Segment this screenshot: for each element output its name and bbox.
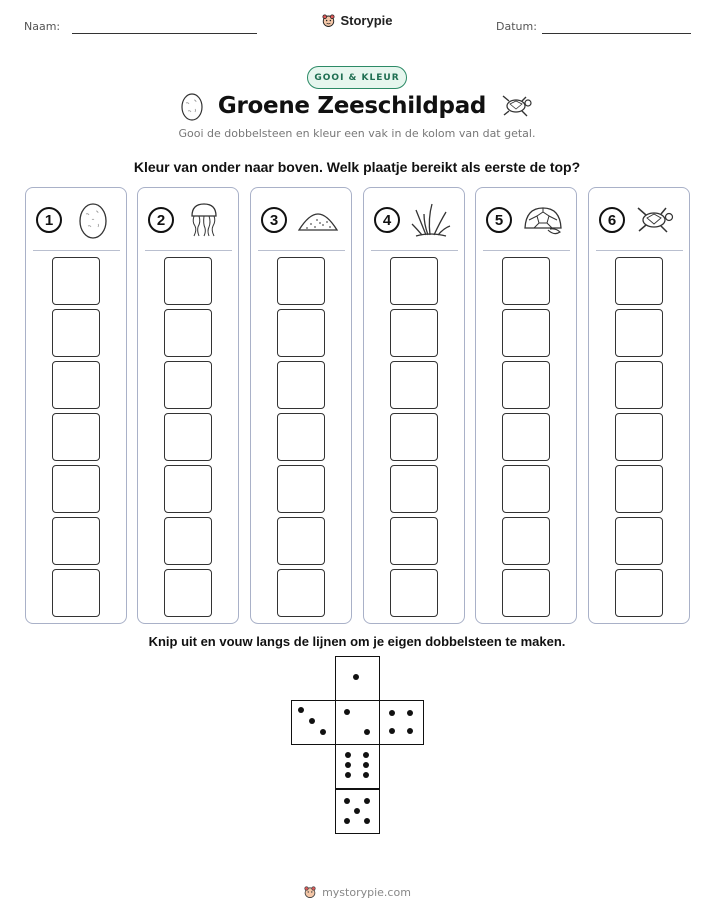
die-pip [363, 772, 369, 778]
name-line [72, 33, 257, 34]
die-pip [407, 728, 413, 734]
die-face-2 [335, 700, 380, 745]
color-box[interactable] [164, 257, 212, 305]
footer [0, 885, 714, 899]
sand-pile-icon [295, 200, 341, 240]
color-box[interactable] [502, 517, 550, 565]
column-6 [588, 187, 690, 624]
die-pip [345, 752, 351, 758]
color-box[interactable] [277, 309, 325, 357]
color-box[interactable] [390, 517, 438, 565]
color-box[interactable] [277, 569, 325, 617]
die-pip [363, 762, 369, 768]
die-pip [354, 808, 360, 814]
die-pip [344, 709, 350, 715]
color-box[interactable] [502, 569, 550, 617]
color-box[interactable] [502, 257, 550, 305]
color-box[interactable] [52, 413, 100, 461]
color-box[interactable] [615, 517, 663, 565]
color-box[interactable] [277, 413, 325, 461]
die-pip [364, 798, 370, 804]
column-number: 4 [374, 207, 400, 233]
color-box[interactable] [390, 257, 438, 305]
die-pip [309, 718, 315, 724]
color-box[interactable] [502, 465, 550, 513]
egg-icon [70, 200, 116, 240]
color-box[interactable] [164, 413, 212, 461]
die-pip [320, 729, 326, 735]
die-pip [345, 762, 351, 768]
color-box[interactable] [615, 309, 663, 357]
sea-turtle-icon [500, 93, 534, 119]
activity-tag: GOOI & KLEUR [307, 66, 407, 89]
column-divider [596, 250, 683, 251]
sea-turtle-icon [633, 200, 679, 240]
egg-icon [180, 91, 204, 121]
die-pip [345, 772, 351, 778]
date-label: Datum: [496, 20, 537, 33]
title-row [0, 91, 714, 121]
brand [0, 13, 714, 28]
die-pip [364, 818, 370, 824]
color-box[interactable] [615, 569, 663, 617]
column-5 [475, 187, 577, 624]
die-face-4 [379, 700, 424, 745]
name-label: Naam: [24, 20, 61, 33]
column-divider [33, 250, 120, 251]
die-pip [389, 728, 395, 734]
footer-url[interactable]: mystorypie.com [322, 885, 411, 899]
color-box[interactable] [390, 413, 438, 461]
column-number: 3 [261, 207, 287, 233]
die-face-1 [335, 656, 380, 701]
color-box[interactable] [277, 361, 325, 409]
color-box[interactable] [390, 465, 438, 513]
question: Kleur van onder naar boven. Welk plaatje bereikt als eerste de top? [133, 159, 581, 175]
column-1 [25, 187, 127, 624]
color-box[interactable] [52, 257, 100, 305]
column-number: 6 [599, 207, 625, 233]
column-number: 1 [36, 207, 62, 233]
page-title: Groene Zeeschildpad [217, 93, 487, 119]
die-pip [407, 710, 413, 716]
column-number: 5 [486, 207, 512, 233]
color-box[interactable] [52, 465, 100, 513]
subtitle: Gooi de dobbelsteen en kleur een vak in de kolom van dat getal. [178, 127, 536, 140]
color-box[interactable] [502, 309, 550, 357]
brand-name: Storypie [340, 13, 393, 28]
date-line [542, 33, 691, 34]
color-box[interactable] [615, 465, 663, 513]
die-pip [389, 710, 395, 716]
color-box[interactable] [390, 361, 438, 409]
color-box[interactable] [615, 257, 663, 305]
color-box[interactable] [390, 569, 438, 617]
color-box[interactable] [277, 257, 325, 305]
die-face-3 [291, 700, 336, 745]
color-box[interactable] [390, 309, 438, 357]
color-box[interactable] [164, 309, 212, 357]
color-box[interactable] [277, 465, 325, 513]
storypie-logo-icon [321, 13, 336, 28]
die-face-5 [335, 789, 380, 834]
color-box[interactable] [502, 361, 550, 409]
die-pip [353, 674, 359, 680]
color-box[interactable] [52, 309, 100, 357]
color-box[interactable] [615, 413, 663, 461]
die-pip [298, 707, 304, 713]
column-4 [363, 187, 465, 624]
die-pip [364, 729, 370, 735]
color-box[interactable] [164, 465, 212, 513]
jellyfish-icon [182, 200, 228, 240]
column-3 [250, 187, 352, 624]
die-face-6 [335, 744, 380, 789]
color-box[interactable] [164, 569, 212, 617]
turtle-shell-icon [520, 200, 566, 240]
column-divider [258, 250, 345, 251]
color-box[interactable] [164, 517, 212, 565]
color-box[interactable] [52, 517, 100, 565]
color-box[interactable] [164, 361, 212, 409]
color-box[interactable] [52, 361, 100, 409]
color-box[interactable] [277, 517, 325, 565]
color-box[interactable] [502, 413, 550, 461]
color-box[interactable] [615, 361, 663, 409]
color-box[interactable] [52, 569, 100, 617]
column-divider [483, 250, 570, 251]
column-divider [145, 250, 232, 251]
die-pip [344, 818, 350, 824]
column-number: 2 [148, 207, 174, 233]
column-divider [371, 250, 458, 251]
die-pip [363, 752, 369, 758]
die-pip [344, 798, 350, 804]
cut-instruction: Knip uit en vouw langs de lijnen om je eigen dobbelsteen te maken. [148, 634, 566, 649]
column-2 [137, 187, 239, 624]
seagrass-icon [408, 200, 454, 240]
storypie-logo-icon [303, 885, 317, 899]
